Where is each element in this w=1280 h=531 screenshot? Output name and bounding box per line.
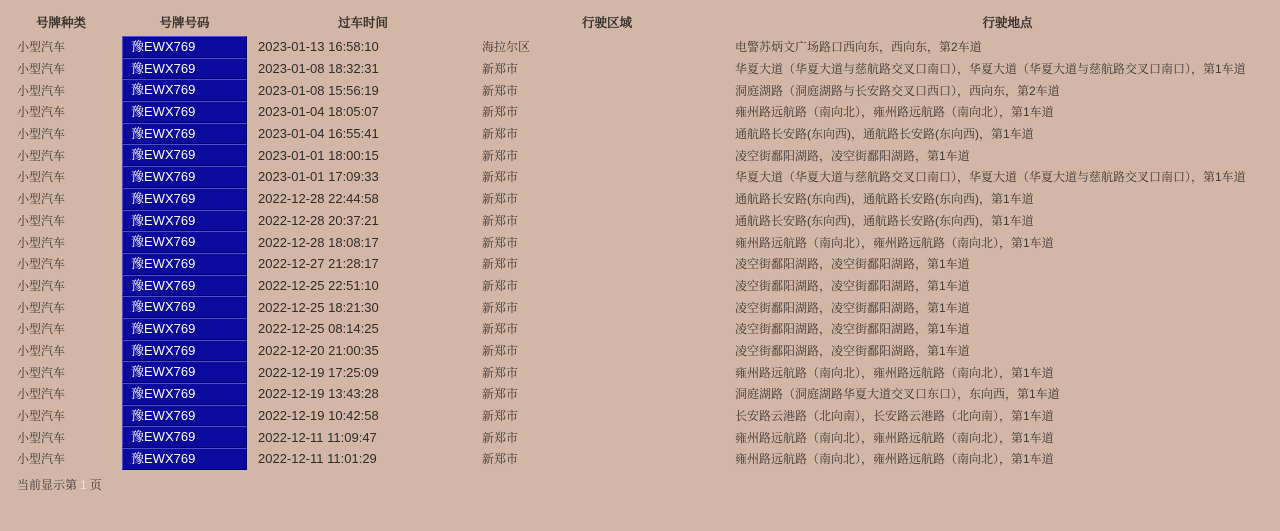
plate-number-cell <box>122 275 247 297</box>
table-row <box>0 275 1280 297</box>
pass-time-cell: 2022-12-28 18:08:17 <box>258 234 379 250</box>
pass-time-cell: 2022-12-11 11:01:29 <box>258 451 377 467</box>
plate-number-cell <box>122 188 247 210</box>
plate-number-cell <box>122 361 247 383</box>
pass-time-cell: 2023-01-08 15:56:19 <box>258 82 379 98</box>
pass-time-cell: 2022-12-19 17:25:09 <box>258 364 379 380</box>
location-cell: 凌空街鄱阳湖路，凌空街鄱阳湖路，第1车道 <box>735 148 970 163</box>
table-row <box>0 166 1280 188</box>
pass-time-cell: 2022-12-25 08:14:25 <box>258 321 379 337</box>
plate-number-badge[interactable]: 豫EWX769 <box>122 123 247 145</box>
table-row <box>0 231 1280 253</box>
pass-time-cell: 2022-12-20 21:00:35 <box>258 342 379 358</box>
plate-type-cell: 小型汽车 <box>17 62 66 77</box>
pass-time-cell: 2022-12-25 22:51:10 <box>258 277 379 293</box>
area-cell: 新郑市 <box>482 170 519 185</box>
table-row <box>0 188 1280 210</box>
area-cell: 新郑市 <box>482 343 519 358</box>
table-row <box>0 426 1280 448</box>
plate-number-badge[interactable]: 豫EWX769 <box>122 383 247 405</box>
plate-type-cell: 小型汽车 <box>17 322 66 337</box>
location-cell: 雍州路远航路（南向北），雍州路远航路（南向北），第1车道 <box>735 235 1054 250</box>
plate-type-cell: 小型汽车 <box>17 343 66 358</box>
page-number: 1 <box>80 477 87 492</box>
pass-time-cell: 2023-01-04 18:05:07 <box>258 104 379 120</box>
plate-number-cell <box>122 123 247 145</box>
area-cell: 新郑市 <box>482 62 519 77</box>
area-cell: 新郑市 <box>482 235 519 250</box>
location-cell: 凌空街鄱阳湖路，凌空街鄱阳湖路，第1车道 <box>735 300 970 315</box>
plate-number-badge[interactable]: 豫EWX769 <box>122 101 247 123</box>
plate-number-badge[interactable]: 豫EWX769 <box>122 79 247 101</box>
plate-number-badge[interactable]: 豫EWX769 <box>122 166 247 188</box>
area-cell: 新郑市 <box>482 192 519 207</box>
pass-time-cell: 2022-12-25 18:21:30 <box>258 299 379 315</box>
plate-number-badge[interactable]: 豫EWX769 <box>122 405 247 427</box>
area-cell: 新郑市 <box>482 452 519 467</box>
vehicle-records-table <box>0 8 1280 470</box>
location-cell: 凌空街鄱阳湖路，凌空街鄱阳湖路，第1车道 <box>735 278 970 293</box>
location-cell: 华夏大道（华夏大道与慈航路交叉口南口），华夏大道（华夏大道与慈航路交叉口南口），第1车道 <box>735 170 1246 185</box>
table-row <box>0 144 1280 166</box>
location-cell: 洞庭湖路（洞庭湖路华夏大道交叉口东口），东向西，第1车道 <box>735 387 1060 402</box>
plate-number-badge[interactable]: 豫EWX769 <box>122 426 247 448</box>
area-cell: 海拉尔区 <box>482 40 531 55</box>
plate-type-cell: 小型汽车 <box>17 235 66 250</box>
location-cell: 凌空街鄱阳湖路，凌空街鄱阳湖路，第1车道 <box>735 322 970 337</box>
plate-number-cell <box>122 296 247 318</box>
plate-type-cell: 小型汽车 <box>17 278 66 293</box>
plate-number-badge[interactable]: 豫EWX769 <box>122 318 247 340</box>
plate-number-cell <box>122 405 247 427</box>
area-cell: 新郑市 <box>482 322 519 337</box>
location-cell: 洞庭湖路（洞庭湖路与长安路交叉口西口），西向东，第2车道 <box>735 83 1060 98</box>
plate-number-cell <box>122 210 247 232</box>
pass-time-cell: 2022-12-28 20:37:21 <box>258 212 379 228</box>
table-row <box>0 383 1280 405</box>
area-cell: 新郑市 <box>482 409 519 424</box>
plate-type-cell: 小型汽车 <box>17 387 66 402</box>
area-cell: 新郑市 <box>482 105 519 120</box>
plate-type-cell: 小型汽车 <box>17 430 66 445</box>
location-cell: 通航路长安路(东向西)，通航路长安路(东向西)，第1车道 <box>735 192 1034 207</box>
plate-number-badge[interactable]: 豫EWX769 <box>122 231 247 253</box>
pass-time-cell: 2023-01-13 16:58:10 <box>258 39 379 55</box>
plate-number-badge[interactable]: 豫EWX769 <box>122 361 247 383</box>
plate-number-cell <box>122 36 247 58</box>
table-row <box>0 340 1280 362</box>
table-row <box>0 79 1280 101</box>
col-header-location: 行驶地点 <box>982 16 1033 30</box>
table-row <box>0 318 1280 340</box>
plate-number-badge[interactable]: 豫EWX769 <box>122 275 247 297</box>
table-row <box>0 448 1280 470</box>
plate-number-cell <box>122 58 247 80</box>
location-cell: 凌空街鄱阳湖路，凌空街鄱阳湖路，第1车道 <box>735 257 970 272</box>
pass-time-cell: 2022-12-19 13:43:28 <box>258 386 379 402</box>
table-row <box>0 296 1280 318</box>
plate-type-cell: 小型汽车 <box>17 105 66 120</box>
plate-number-cell <box>122 101 247 123</box>
pass-time-cell: 2023-01-08 18:32:31 <box>258 61 379 77</box>
table-row <box>0 123 1280 145</box>
plate-type-cell: 小型汽车 <box>17 257 66 272</box>
plate-number-cell <box>122 79 247 101</box>
location-cell: 电警苏炳文广场路口西向东，西向东，第2车道 <box>735 40 982 55</box>
plate-type-cell: 小型汽车 <box>17 83 66 98</box>
table-row <box>0 253 1280 275</box>
location-cell: 凌空街鄱阳湖路，凌空街鄱阳湖路，第1车道 <box>735 343 970 358</box>
area-cell: 新郑市 <box>482 148 519 163</box>
plate-number-cell <box>122 166 247 188</box>
col-header-plate-type: 号牌种类 <box>35 16 86 30</box>
plate-type-cell: 小型汽车 <box>17 127 66 142</box>
plate-number-cell <box>122 340 247 362</box>
location-cell: 雍州路远航路（南向北），雍州路远航路（南向北），第1车道 <box>735 105 1054 120</box>
plate-number-cell <box>122 383 247 405</box>
area-cell: 新郑市 <box>482 83 519 98</box>
location-cell: 通航路长安路(东向西)，通航路长安路(东向西)，第1车道 <box>735 127 1034 142</box>
area-cell: 新郑市 <box>482 365 519 380</box>
pass-time-cell: 2022-12-27 21:28:17 <box>258 256 379 272</box>
plate-number-cell <box>122 448 247 470</box>
plate-number-cell <box>122 318 247 340</box>
area-cell: 新郑市 <box>482 387 519 402</box>
table-row <box>0 101 1280 123</box>
table-header-row <box>0 8 1280 36</box>
plate-number-badge[interactable]: 豫EWX769 <box>122 58 247 80</box>
pass-time-cell: 2023-01-01 18:00:15 <box>258 147 379 163</box>
pass-time-cell: 2023-01-04 16:55:41 <box>258 126 379 142</box>
plate-number-badge[interactable]: 豫EWX769 <box>122 36 247 58</box>
table-row <box>0 361 1280 383</box>
location-cell: 雍州路远航路（南向北），雍州路远航路（南向北），第1车道 <box>735 430 1054 445</box>
plate-number-badge[interactable]: 豫EWX769 <box>122 253 247 275</box>
plate-number-cell <box>122 231 247 253</box>
table-row <box>0 58 1280 80</box>
location-cell: 长安路云港路（北向南），长安路云港路（北向南），第1车道 <box>735 409 1054 424</box>
area-cell: 新郑市 <box>482 300 519 315</box>
pass-time-cell: 2022-12-11 11:09:47 <box>258 429 377 445</box>
location-cell: 通航路长安路(东向西)，通航路长安路(东向西)，第1车道 <box>735 213 1034 228</box>
plate-type-cell: 小型汽车 <box>17 365 66 380</box>
col-header-plate-number: 号牌号码 <box>159 16 210 30</box>
page-status-suffix: 页 <box>89 477 102 492</box>
plate-number-badge[interactable]: 豫EWX769 <box>122 188 247 210</box>
plate-number-badge[interactable]: 豫EWX769 <box>122 144 247 166</box>
page-status <box>0 476 1280 493</box>
plate-type-cell: 小型汽车 <box>17 213 66 228</box>
plate-type-cell: 小型汽车 <box>17 409 66 424</box>
location-cell: 雍州路远航路（南向北），雍州路远航路（南向北），第1车道 <box>735 452 1054 467</box>
plate-type-cell: 小型汽车 <box>17 148 66 163</box>
plate-number-badge[interactable]: 豫EWX769 <box>122 448 247 470</box>
plate-type-cell: 小型汽车 <box>17 192 66 207</box>
plate-type-cell: 小型汽车 <box>17 170 66 185</box>
table-row <box>0 405 1280 427</box>
location-cell: 华夏大道（华夏大道与慈航路交叉口南口），华夏大道（华夏大道与慈航路交叉口南口），第1车道 <box>735 62 1246 77</box>
col-header-area: 行驶区域 <box>581 16 632 30</box>
location-cell: 雍州路远航路（南向北），雍州路远航路（南向北），第1车道 <box>735 365 1054 380</box>
plate-number-badge[interactable]: 豫EWX769 <box>122 296 247 318</box>
area-cell: 新郑市 <box>482 213 519 228</box>
plate-type-cell: 小型汽车 <box>17 40 66 55</box>
plate-number-cell <box>122 253 247 275</box>
plate-type-cell: 小型汽车 <box>17 452 66 467</box>
page-status-prefix: 当前显示第 <box>17 477 78 492</box>
plate-number-badge[interactable]: 豫EWX769 <box>122 340 247 362</box>
pass-time-cell: 2022-12-28 22:44:58 <box>258 191 379 207</box>
area-cell: 新郑市 <box>482 257 519 272</box>
plate-number-badge[interactable]: 豫EWX769 <box>122 210 247 232</box>
pass-time-cell: 2022-12-19 10:42:58 <box>258 408 379 424</box>
plate-number-cell <box>122 144 247 166</box>
pass-time-cell: 2023-01-01 17:09:33 <box>258 169 379 185</box>
area-cell: 新郑市 <box>482 278 519 293</box>
area-cell: 新郑市 <box>482 430 519 445</box>
plate-number-cell <box>122 426 247 448</box>
plate-type-cell: 小型汽车 <box>17 300 66 315</box>
table-row <box>0 210 1280 232</box>
table-row <box>0 36 1280 58</box>
area-cell: 新郑市 <box>482 127 519 142</box>
col-header-pass-time: 过车时间 <box>337 16 388 30</box>
